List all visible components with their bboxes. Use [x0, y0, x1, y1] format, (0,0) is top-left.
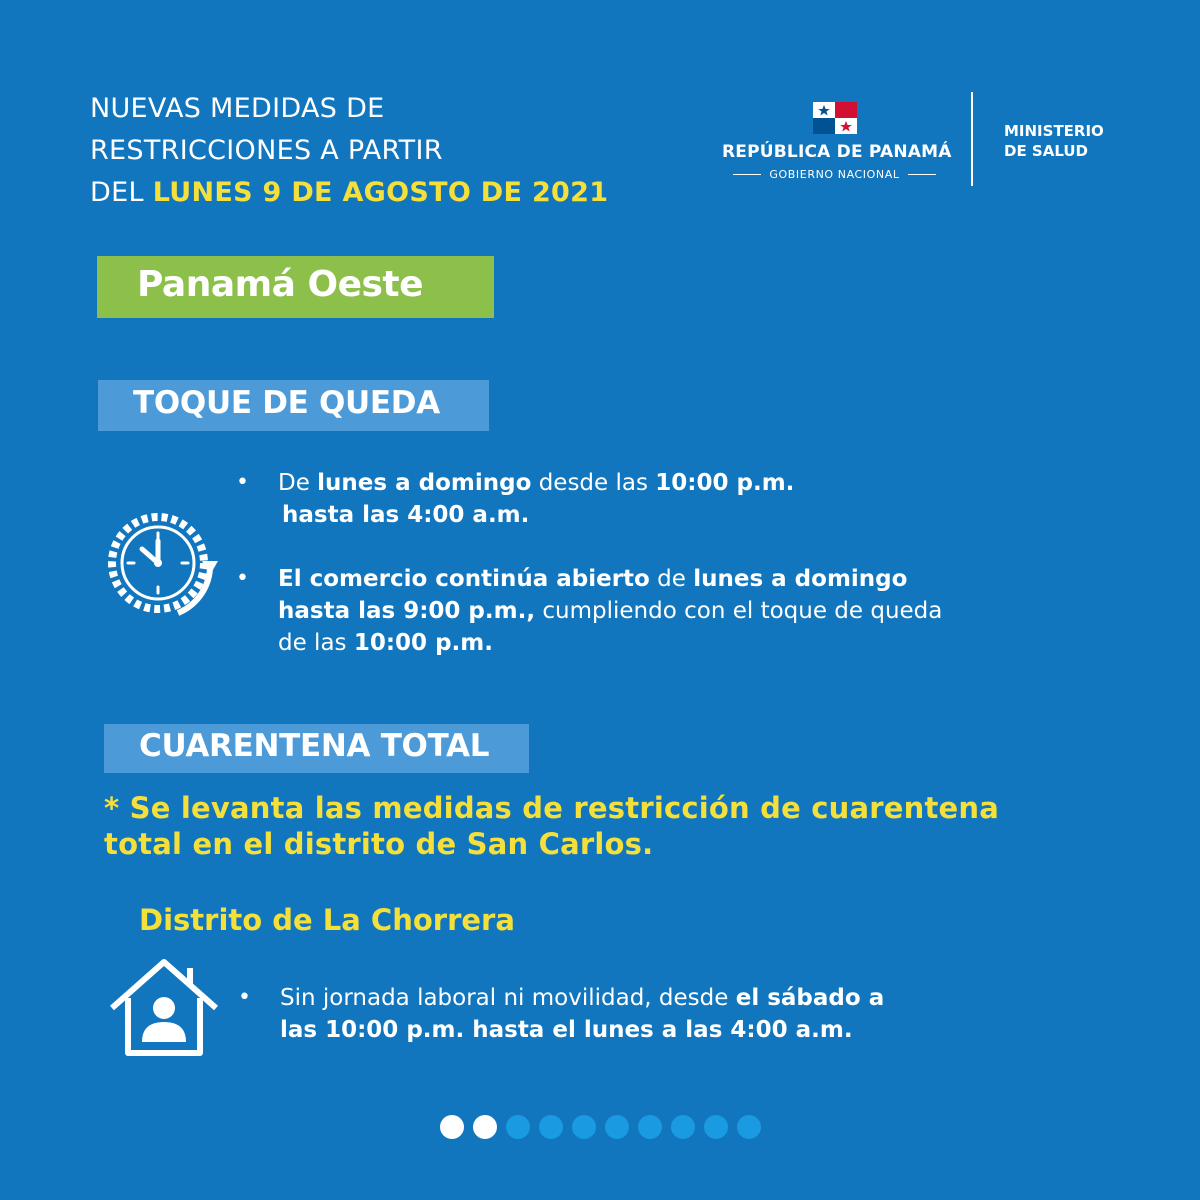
section-toque-de-queda	[98, 380, 489, 431]
bullet-dot: •	[236, 470, 249, 495]
text-10pm: 10:00 p.m.	[353, 630, 493, 656]
text-10pm-hasta-lunes: las 10:00 p.m. hasta el lunes a las 4:00 a.m.	[280, 1017, 853, 1043]
pagination-dot[interactable]	[473, 1115, 497, 1139]
cuarentena-note	[104, 790, 999, 862]
cuarentena-bullet-line-2	[280, 1014, 1080, 1046]
bullet-dot: •	[238, 985, 251, 1010]
section-cuarentena-total	[104, 724, 529, 773]
pagination-dot[interactable]	[605, 1115, 629, 1139]
gobierno-nacional	[722, 168, 947, 181]
note-line-2: total en el distrito de San Carlos.	[104, 827, 654, 861]
note-line-1: * Se levanta las medidas de restricción de cuarentena	[104, 791, 1000, 825]
pagination-dot[interactable]	[572, 1115, 596, 1139]
toque-bullet-2	[236, 563, 1078, 659]
text-hasta-4am: hasta las 4:00 a.m.	[282, 502, 530, 528]
toque-bullet-2-line-3	[278, 627, 1078, 659]
cuarentena-bullet	[238, 982, 1080, 1046]
text-cumpliendo: cumpliendo con el toque de queda	[535, 598, 943, 624]
ministry-line-2: DE SALUD	[1004, 142, 1088, 160]
text-de-las: de las	[278, 630, 354, 656]
header-title	[90, 88, 608, 214]
house-person-icon	[108, 958, 220, 1058]
text-el-sabado: el sábado a	[735, 985, 885, 1011]
region-label	[97, 256, 494, 318]
header-line-1: NUEVAS MEDIDAS DE	[90, 93, 385, 124]
pagination-dots	[440, 1115, 761, 1139]
district-title: Distrito de La Chorrera	[139, 903, 515, 937]
logo-divider	[971, 92, 973, 186]
region-label-text: Panamá Oeste	[137, 264, 424, 305]
clock-icon	[98, 503, 226, 625]
pagination-dot[interactable]	[704, 1115, 728, 1139]
header-date: LUNES 9 DE AGOSTO DE 2021	[152, 177, 609, 208]
panama-flag-icon	[813, 102, 857, 134]
header-line-3-prefix: DEL	[90, 177, 153, 208]
bullet-dot: •	[236, 566, 249, 591]
text-hasta-9pm: hasta las 9:00 p.m.,	[278, 598, 536, 624]
text-lunes-a-domingo: lunes a domingo	[693, 566, 908, 592]
text-10pm: 10:00 p.m.	[655, 470, 795, 496]
toque-bullet-1-line-1	[278, 467, 1078, 499]
text-lunes-a-domingo: lunes a domingo	[317, 470, 532, 496]
text-sin-jornada: Sin jornada laboral ni movilidad, desde	[280, 985, 736, 1011]
republic-name: REPÚBLICA DE PANAMÁ	[722, 142, 952, 162]
text-de: de	[649, 566, 694, 592]
section-title-toque: TOQUE DE QUEDA	[133, 385, 440, 421]
pagination-dot[interactable]	[638, 1115, 662, 1139]
toque-bullet-2-line-1	[278, 563, 1078, 595]
toque-bullet-1-line-2	[278, 499, 1078, 531]
gobierno-label: GOBIERNO NACIONAL	[769, 168, 900, 181]
section-title-cuarentena: CUARENTENA TOTAL	[139, 728, 490, 764]
pagination-dot[interactable]	[737, 1115, 761, 1139]
pagination-dot[interactable]	[671, 1115, 695, 1139]
text-comercio-abierto: El comercio continúa abierto	[278, 566, 650, 592]
toque-bullet-2-line-2	[278, 595, 1078, 627]
header-line-2: RESTRICCIONES A PARTIR	[90, 135, 443, 166]
ministry-name	[1004, 121, 1104, 161]
government-logo	[722, 102, 952, 181]
pagination-dot[interactable]	[539, 1115, 563, 1139]
header-line-3	[90, 172, 608, 214]
toque-bullet-1	[236, 467, 1078, 531]
text-de: De	[278, 470, 318, 496]
pagination-dot[interactable]	[506, 1115, 530, 1139]
cuarentena-bullet-line-1	[280, 982, 1080, 1014]
ministry-line-1: MINISTERIO	[1004, 122, 1104, 140]
text-desde-las: desde las	[531, 470, 656, 496]
pagination-dot[interactable]	[440, 1115, 464, 1139]
